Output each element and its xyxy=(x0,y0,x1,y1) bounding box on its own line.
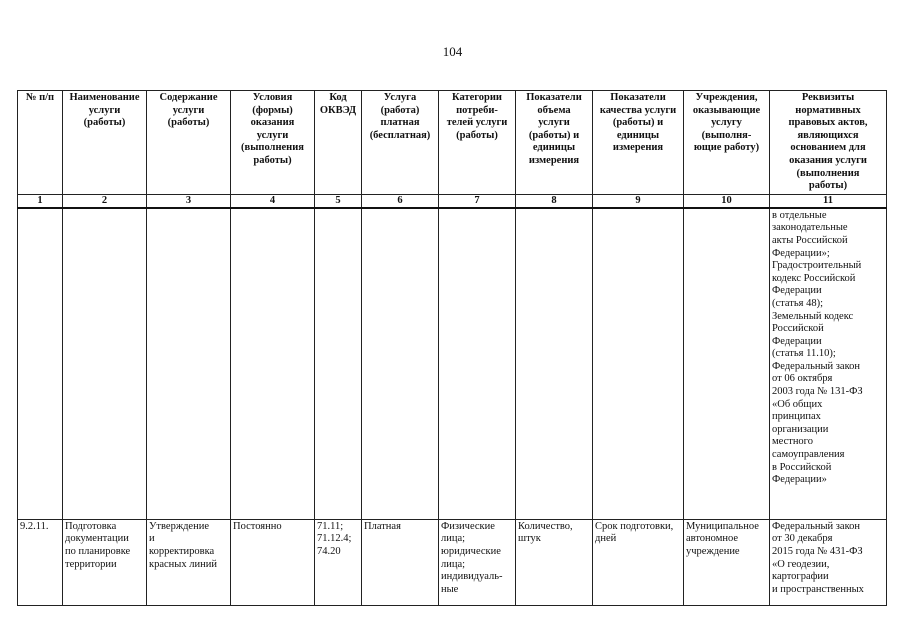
column-number: 3 xyxy=(147,194,231,208)
header-legal-acts: Реквизиты нормативных правовых актов, являющихся основанием для оказания услуги (выполнения работы) xyxy=(770,91,887,195)
column-number: 4 xyxy=(231,194,315,208)
quality-indicators-cell: Срок подготовки, дней xyxy=(593,519,684,605)
service-content-cell: Утверждение и корректировка красных линий xyxy=(147,519,231,605)
table-cell xyxy=(147,208,231,520)
table-cell xyxy=(362,208,439,520)
legal-acts-cell: в отдельные законодательные акты Российской Федерации»; Градостроительный кодекс Российской Федерации (статья 48); Земельный кодекс Российской Федерации (статья 11.10); Федеральный закон от 06 октября 2003 года № 131-ФЗ «Об общих принципах организации местного самоуправления в Российской Федерации» xyxy=(770,208,887,520)
header-okved-code: Код ОКВЭД xyxy=(315,91,362,195)
table-cell xyxy=(18,208,63,520)
header-service-name: Наименование услуги (работы) xyxy=(63,91,147,195)
header-paid-free: Услуга (работа) платная (бесплатная) xyxy=(362,91,439,195)
row-number-cell: 9.2.11. xyxy=(18,519,63,605)
paid-free-cell: Платная xyxy=(362,519,439,605)
column-number: 7 xyxy=(439,194,516,208)
table-cell xyxy=(439,208,516,520)
column-number: 8 xyxy=(516,194,593,208)
header-institutions: Учреждения, оказывающие услугу (выполня- ющие работу) xyxy=(684,91,770,195)
institutions-cell: Муниципальное автономное учреждение xyxy=(684,519,770,605)
volume-indicators-cell: Количество, штук xyxy=(516,519,593,605)
table-cell xyxy=(684,208,770,520)
column-number: 6 xyxy=(362,194,439,208)
column-number: 1 xyxy=(18,194,63,208)
column-number: 5 xyxy=(315,194,362,208)
column-number-row xyxy=(18,194,887,208)
column-number: 10 xyxy=(684,194,770,208)
column-number: 9 xyxy=(593,194,684,208)
header-service-content: Содержание услуги (работы) xyxy=(147,91,231,195)
service-name-cell: Подготовка документации по планировке территории xyxy=(63,519,147,605)
table-cell xyxy=(593,208,684,520)
table-cell xyxy=(63,208,147,520)
table-cell xyxy=(516,208,593,520)
consumer-categories-cell: Физические лица; юридические лица; индивидуаль- ные xyxy=(439,519,516,605)
table-cell xyxy=(315,208,362,520)
table-cell xyxy=(231,208,315,520)
table-row xyxy=(18,519,887,605)
page-number: 104 xyxy=(442,44,463,59)
table-header-row xyxy=(18,91,887,195)
table-row xyxy=(18,208,887,520)
header-volume-indicators: Показатели объема услуги (работы) и единицы измерения xyxy=(516,91,593,195)
header-consumer-categories: Категории потреби- телей услуги (работы) xyxy=(439,91,516,195)
column-number: 11 xyxy=(770,194,887,208)
header-conditions: Условия (формы) оказания услуги (выполнения работы) xyxy=(231,91,315,195)
services-table xyxy=(17,90,887,606)
header-quality-indicators: Показатели качества услуги (работы) и единицы измерения xyxy=(593,91,684,195)
okved-code-cell: 71.11; 71.12.4; 74.20 xyxy=(315,519,362,605)
conditions-cell: Постоянно xyxy=(231,519,315,605)
header-number: № п/п xyxy=(18,91,63,195)
column-number: 2 xyxy=(63,194,147,208)
legal-acts-cell: Федеральный закон от 30 декабря 2015 года № 431-ФЗ «О геодезии, картографии и пространственных xyxy=(770,519,887,605)
